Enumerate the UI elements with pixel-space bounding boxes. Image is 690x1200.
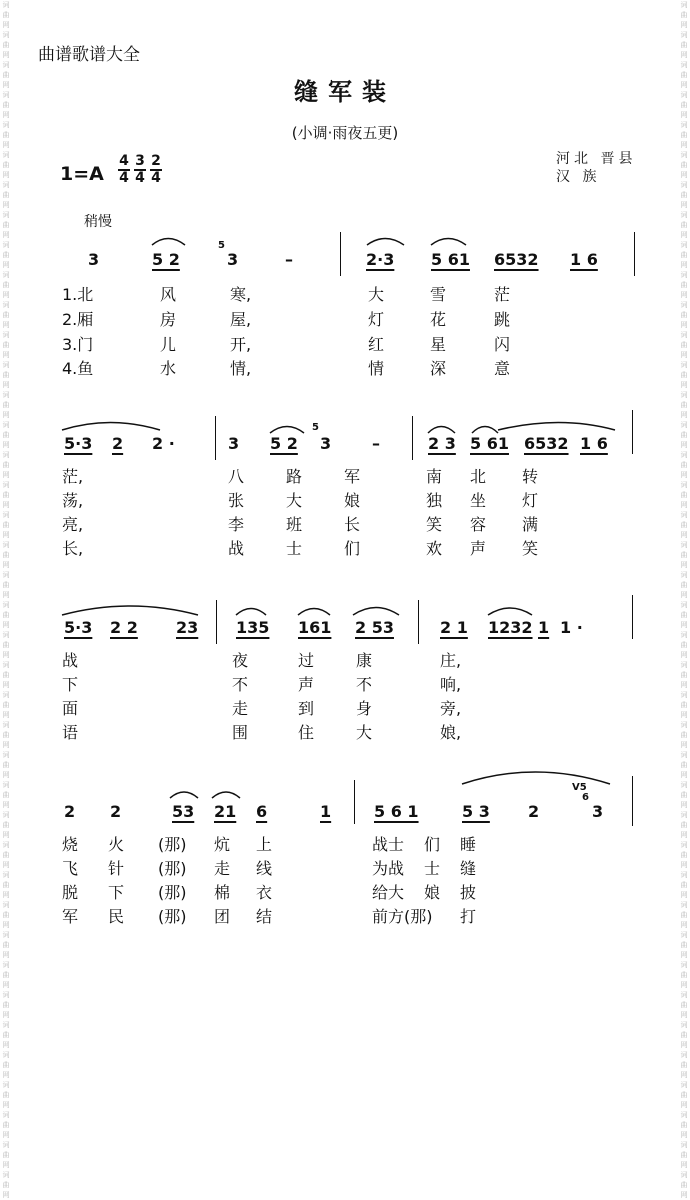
lyric: 房	[160, 310, 177, 329]
lyric: 2.厢	[62, 310, 94, 329]
lyric: 灯	[368, 310, 385, 329]
lyric: 灯	[522, 491, 539, 510]
lyric: 北	[470, 467, 487, 486]
note: 1232	[488, 618, 533, 637]
note: 23	[176, 618, 199, 637]
note: 2	[110, 802, 122, 821]
note: 2 ·	[152, 434, 175, 453]
lyric: 开,	[230, 335, 252, 354]
lyric: 雪	[430, 285, 447, 304]
lyric: 到	[298, 699, 315, 718]
lyric: 士	[286, 539, 303, 558]
lyric: 屋,	[230, 310, 252, 329]
bar-line	[632, 410, 633, 454]
lyric: 欢	[426, 539, 443, 558]
song-title: 缝军装	[294, 78, 396, 106]
lyric: 风	[160, 285, 177, 304]
lyric: 战	[228, 539, 245, 558]
note: 1 6	[580, 434, 608, 453]
lyric: 茫,	[62, 467, 84, 486]
note: 3	[227, 250, 239, 269]
lyric: 睡	[460, 835, 477, 854]
note: 2·3	[366, 250, 395, 269]
lyric: 围	[232, 723, 249, 742]
note: 53	[172, 802, 195, 821]
lyric: (那)	[158, 859, 187, 878]
lyric: 走	[214, 859, 231, 878]
lyric: 前方(那)	[372, 907, 433, 926]
lyric: 娘	[424, 883, 441, 902]
lyric: 下	[108, 883, 125, 902]
song-subtitle: (小调·雨夜五更)	[291, 124, 399, 142]
site-name: 曲谱歌谱大全	[38, 45, 140, 65]
lyric: 娘,	[440, 723, 462, 742]
lyric: 打	[460, 907, 477, 926]
lyric: 棉	[214, 883, 231, 902]
lyric: 为战	[372, 859, 405, 878]
lyric: 八	[228, 467, 245, 486]
note: 2	[528, 802, 540, 821]
note: 21	[214, 802, 237, 821]
lyric: 面	[62, 699, 79, 718]
note: 5 6 1	[374, 802, 419, 821]
note: –	[285, 250, 293, 269]
note: 2	[64, 802, 76, 821]
lyric: 旁,	[440, 699, 462, 718]
grace-note: 6	[582, 792, 589, 803]
lyric: 路	[286, 467, 303, 486]
lyric: 烧	[62, 835, 79, 854]
lyric: 大	[368, 285, 385, 304]
lyric: 南	[426, 467, 443, 486]
lyric: 1.北	[62, 285, 94, 304]
lyric: 披	[460, 883, 477, 902]
key-signature: 1=A	[60, 163, 104, 185]
lyric: 响,	[440, 675, 462, 694]
note: 1 6	[570, 250, 598, 269]
lyric: 4.鱼	[62, 359, 94, 378]
bar-line	[412, 416, 413, 460]
lyric: 下	[62, 675, 79, 694]
note: 6532	[494, 250, 539, 269]
lyric: 声	[470, 539, 487, 558]
lyric: 脱	[62, 883, 79, 902]
note: 1	[538, 618, 550, 637]
lyric: 们	[424, 835, 441, 854]
bar-line	[634, 232, 635, 276]
watermark-left: 词曲网词曲网词曲网词曲网词曲网词曲网词曲网词曲网词曲网词曲网词曲网词曲网词曲网词曲网词曲网词曲网词曲网词曲网词曲网词曲网词曲网词曲网词曲网词曲网词曲网词曲网词曲网词曲网词曲网词曲网词曲网词曲网词曲网词曲网词曲网词曲网词曲网词曲网词曲网词曲网	[2, 1, 10, 1199]
lyric: 民	[108, 907, 125, 926]
note: 6532	[524, 434, 569, 453]
lyric: 身	[356, 699, 373, 718]
note: 2 53	[355, 618, 394, 637]
note: 2	[112, 434, 124, 453]
lyric: 深	[430, 359, 447, 378]
lyric: 战	[62, 651, 79, 670]
note: 1	[320, 802, 332, 821]
grace-note: 5	[218, 240, 225, 251]
note: 5 3	[462, 802, 490, 821]
lyric: 茫	[494, 285, 511, 304]
lyric: 走	[232, 699, 249, 718]
meter-3: $\frac{2}{4}$	[151, 153, 161, 186]
grace-note: V5	[572, 782, 587, 793]
lyric: 夜	[232, 651, 249, 670]
lyric: 荡,	[62, 491, 84, 510]
note: 2 1	[440, 618, 468, 637]
lyric: 3.门	[62, 335, 94, 354]
lyric: 意	[494, 359, 511, 378]
lyric: 结	[256, 907, 273, 926]
lyric: 水	[160, 359, 177, 378]
note: 5 2	[270, 434, 298, 453]
bar-line	[418, 600, 419, 644]
lyric: 星	[430, 335, 447, 354]
tempo-marking: 稍慢	[84, 214, 112, 230]
lyric: 康	[356, 651, 373, 670]
lyric: 花	[430, 310, 447, 329]
lyric: 红	[368, 335, 385, 354]
lyric: 寒,	[230, 285, 252, 304]
lyric: 衣	[256, 883, 273, 902]
note: 3	[228, 434, 240, 453]
note: 5 2	[152, 250, 180, 269]
lyric: 儿	[160, 335, 177, 354]
note: 5·3	[64, 618, 93, 637]
note: 135	[236, 618, 270, 637]
note: 5 61	[431, 250, 470, 269]
lyric: (那)	[158, 835, 187, 854]
lyric: 跳	[494, 310, 511, 329]
note: 161	[298, 618, 332, 637]
lyric: 缝	[460, 859, 477, 878]
note: 2 2	[110, 618, 138, 637]
song-origin: 河北 晋县 汉 族	[556, 151, 637, 185]
lyric: 语	[62, 723, 79, 742]
lyric: (那)	[158, 883, 187, 902]
meter-2: $\frac{3}{4}$	[135, 153, 145, 186]
lyric: 军	[62, 907, 79, 926]
note: –	[372, 434, 380, 453]
lyric: 声	[298, 675, 315, 694]
lyric: 上	[256, 835, 273, 854]
lyric: 过	[298, 651, 315, 670]
lyric: 满	[522, 515, 539, 534]
lyric: 飞	[62, 859, 79, 878]
bar-line	[632, 776, 633, 826]
lyric: 容	[470, 515, 487, 534]
lyric: 亮,	[62, 515, 84, 534]
lyric: 笑	[522, 539, 539, 558]
lyric: 长	[344, 515, 361, 534]
lyric: 炕	[214, 835, 231, 854]
lyric: 士	[424, 859, 441, 878]
bar-line	[340, 232, 341, 276]
lyric: 军	[344, 467, 361, 486]
lyric: 战士	[372, 835, 405, 854]
lyric: 针	[108, 859, 125, 878]
bar-line	[354, 780, 355, 824]
note: 6	[256, 802, 268, 821]
lyric: 笑	[426, 515, 443, 534]
meter-1: $\frac{4}{4}$	[119, 153, 129, 186]
note: 3	[592, 802, 604, 821]
lyric: 李	[228, 515, 245, 534]
bar-line	[216, 600, 217, 644]
lyric: 住	[298, 723, 315, 742]
lyric: 火	[108, 835, 125, 854]
lyric: 线	[256, 859, 273, 878]
lyric: 班	[286, 515, 303, 534]
lyric: 长,	[62, 539, 84, 558]
watermark-right: 词曲网词曲网词曲网词曲网词曲网词曲网词曲网词曲网词曲网词曲网词曲网词曲网词曲网词曲网词曲网词曲网词曲网词曲网词曲网词曲网词曲网词曲网词曲网词曲网词曲网词曲网词曲网词曲网词曲网词曲网词曲网词曲网词曲网词曲网词曲网词曲网词曲网词曲网词曲网词曲网	[680, 1, 688, 1199]
bar-line	[632, 595, 633, 639]
lyric: 庄,	[440, 651, 462, 670]
time-signatures	[118, 154, 162, 186]
lyric: 们	[344, 539, 361, 558]
note: 1 ·	[560, 618, 583, 637]
lyric: 给大	[372, 883, 405, 902]
note: 3	[320, 434, 332, 453]
lyric: 张	[228, 491, 245, 510]
lyric: 不	[232, 675, 249, 694]
lyric: 坐	[470, 491, 487, 510]
lyric: 情	[368, 359, 385, 378]
note: 3	[88, 250, 100, 269]
note: 5·3	[64, 434, 93, 453]
lyric: 情,	[230, 359, 252, 378]
note: 2 3	[428, 434, 456, 453]
lyric: 大	[356, 723, 373, 742]
bar-line	[215, 416, 216, 460]
lyric: 娘	[344, 491, 361, 510]
lyric: 团	[214, 907, 231, 926]
lyric: 闪	[494, 335, 511, 354]
lyric: 不	[356, 675, 373, 694]
lyric: 大	[286, 491, 303, 510]
lyric: (那)	[158, 907, 187, 926]
lyric: 独	[426, 491, 443, 510]
note: 5 61	[470, 434, 509, 453]
lyric: 转	[522, 467, 539, 486]
grace-note: 5	[312, 422, 319, 433]
